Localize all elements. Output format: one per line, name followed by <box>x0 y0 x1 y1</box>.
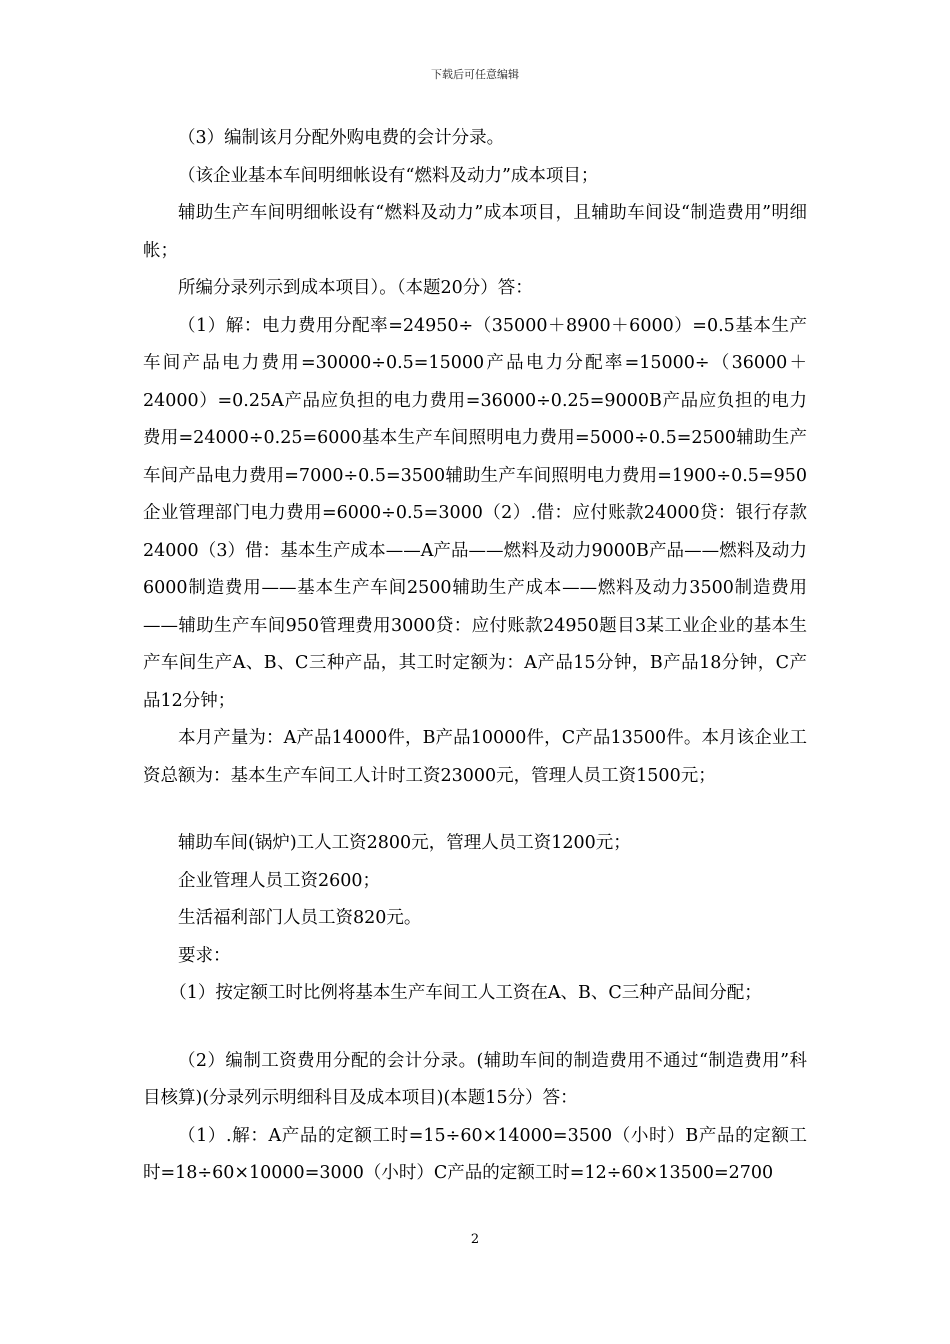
page-number: 2 <box>470 1232 480 1247</box>
paragraph: （1）按定额工时比例将基本生产车间工人工资在A、B、C三种产品间分配； <box>169 983 762 1003</box>
paragraph: （该企业基本车间明细帐设有“燃料及动力”成本项目； <box>178 165 599 186</box>
paragraph: 所编分录列示到成本项目）。（本题20分）答： <box>178 278 533 298</box>
paragraph: 辅助车间(锅炉)工人工资2800元，管理人员工资1200元； <box>178 833 631 853</box>
paragraph: 企业管理人员工资2600； <box>178 870 381 891</box>
paragraph: （2）编制工资费用分配的会计分录。(辅助车间的制造费用不通过“制造费用”科目核算)(分录列示明细科目及成本项目)(本题15分）答： <box>143 1050 807 1108</box>
paragraph: 辅助生产车间明细帐设有“燃料及动力”成本项目，且辅助车间设“制造费用”明细帐； <box>143 203 807 261</box>
document-body <box>143 120 807 1193</box>
paragraph: （1）解：电力费用分配率=24950÷（35000＋8900＋6000）=0.5基本生产车间产品电力费用=30000÷0.5=15000产品电力分配率=15000÷（36000＋24000）=0.25A产品应负担的电力费用=36000÷0.25=9000B产品应负担的电力费用=24000÷0.25=6000基本生产车间照明电力费用=5000÷0.5=2500辅助生产车间产品电力费用=7000÷0.5=3500辅助生产车间照明电力费用=1900÷0.5=950企业管理部门电力费用=6000÷0.5=3000（2）.借：应付账款24000贷：银行存款24000（3）借：基本生产成本——A产品——燃料及动力9000B产品——燃料及动力6000制造费用——基本生产车间2500辅助生产成本——燃料及动力3500制造费用——辅助生产车间950管理费用3000贷：应付账款24950题目3某工业企业的基本生产车间生产A、B、C三种产品，其工时定额为：A产品15分钟，B产品18分钟，C产品12分钟； <box>143 315 807 711</box>
paragraph: （1）.解：A产品的定额工时=15÷60×14000=3500（小时）B产品的定额工时=18÷60×10000=3000（小时）C产品的定额工时=12÷60×13500=2700 <box>143 1125 807 1183</box>
paragraph: 本月产量为：A产品14000件，B产品10000件，C产品13500件。本月该企业工资总额为：基本生产车间工人计时工资23000元，管理人员工资1500元； <box>143 728 807 786</box>
page-header: 下载后可任意编辑 <box>431 68 519 81</box>
paragraph: 生活福利部门人员工资820元。 <box>178 908 422 928</box>
paragraph: 要求： <box>178 945 231 966</box>
paragraph: （3）编制该月分配外购电费的会计分录。 <box>178 128 505 148</box>
